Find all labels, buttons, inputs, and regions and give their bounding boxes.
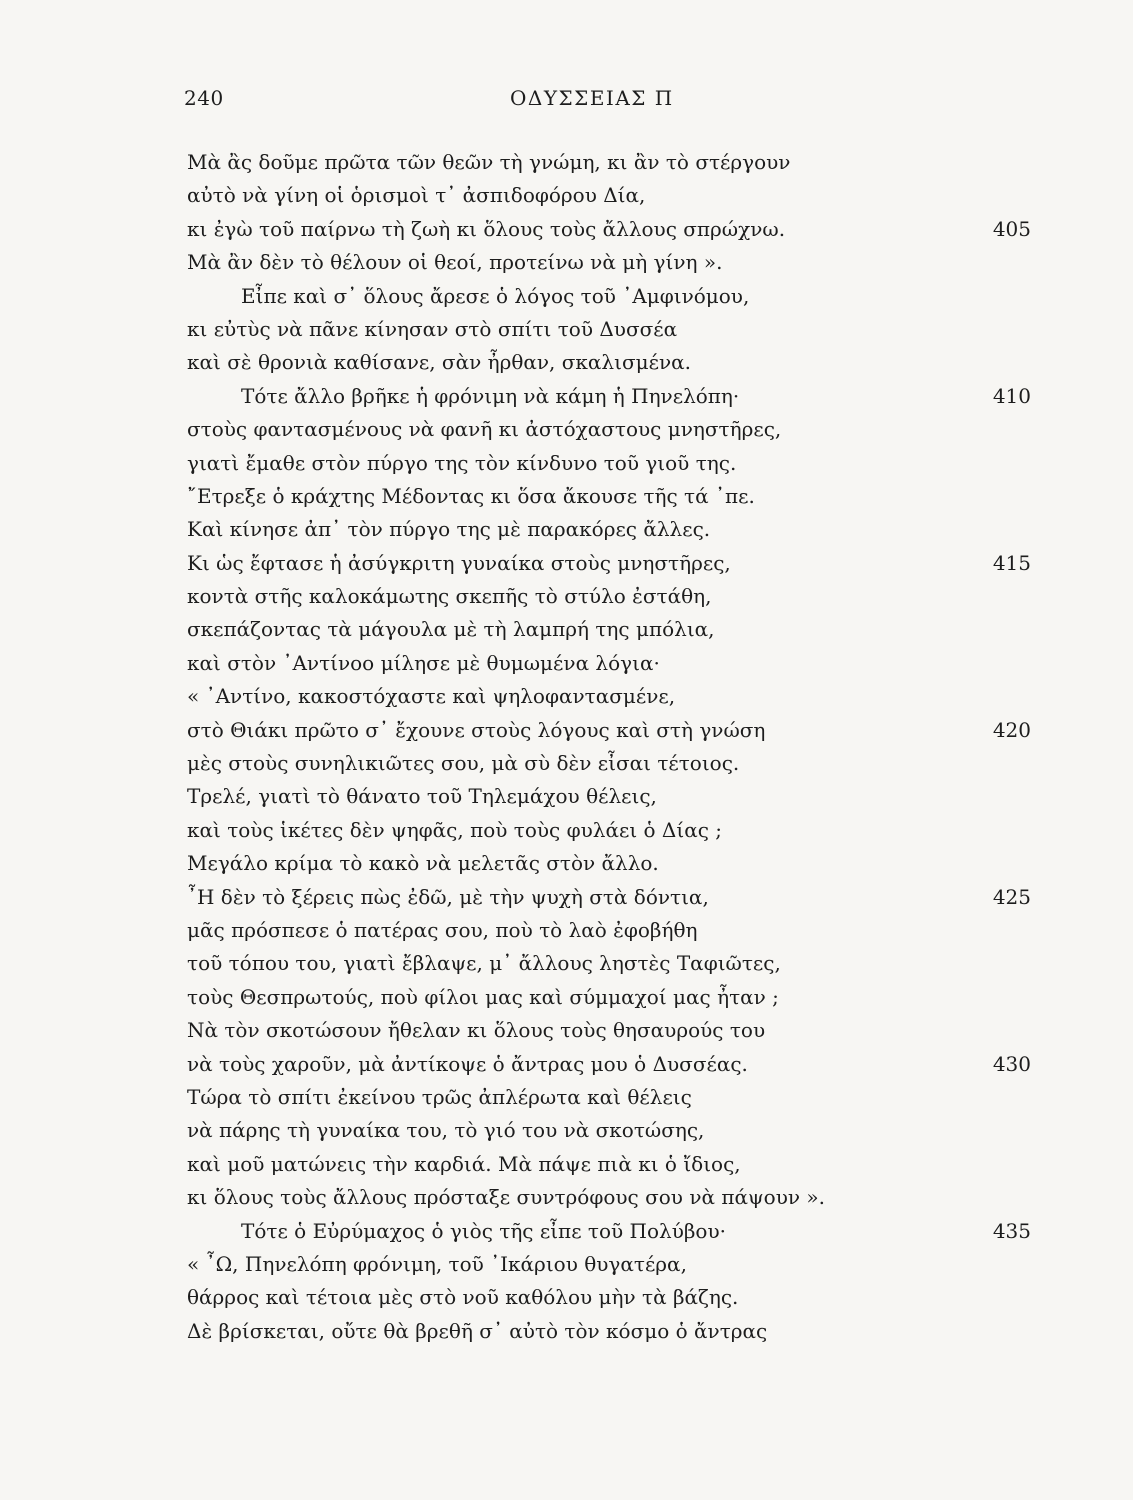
verse-line (187, 380, 1047, 413)
verse-line (187, 547, 1047, 580)
verse-line (187, 1148, 1047, 1181)
verse-text: καὶ τοὺς ἱκέτες δὲν ψηφᾶς, ποὺ τοὺς φυλάει ὁ Δίας ; (187, 817, 723, 842)
verse-text: καὶ μοῦ ματώνεις τὴν καρδιά. Μὰ πάψε πιὰ κι ὁ ἴδιος, (187, 1151, 741, 1176)
verse-line (187, 346, 1047, 379)
verse-text: νὰ τοὺς χαροῦν, μὰ ἀντίκοψε ὁ ἄντρας μου ὁ Δυσσέας. (187, 1051, 748, 1076)
line-number: 420 (992, 717, 1031, 742)
verse-line (187, 1014, 1047, 1047)
line-number: 430 (992, 1051, 1031, 1076)
verse-text: αὐτὸ νὰ γίνη οἱ ὁρισμοὶ τ᾽ ἀσπιδοφόρου Δία, (187, 183, 646, 208)
verse-text: κι ἐγὼ τοῦ παίρνω τὴ ζωὴ κι ὅλους τοὺς ἄλλους σπρώχνω. (187, 216, 786, 241)
verse-line (187, 213, 1047, 246)
verse-line (187, 580, 1047, 613)
verse-text: κοντὰ στῆς καλοκάμωτης σκεπῆς τὸ στύλο ἐστάθη, (187, 584, 712, 609)
line-number: 425 (992, 884, 1031, 909)
verse-text: Μὰ ἂς δοῦμε πρῶτα τῶν θεῶν τὴ γνώμη, κι ἂν τὸ στέργουν (187, 150, 791, 174)
verse-line (187, 914, 1047, 947)
page-number: 240 (184, 86, 224, 110)
verse-text: καὶ στὸν ᾽Αντίνοο μίλησε μὲ θυμωμένα λόγια· (187, 650, 660, 675)
verse-line (187, 981, 1047, 1014)
verse-line (187, 1048, 1047, 1081)
running-title: ΟΔΥΣΣΕΙΑΣ Π (510, 86, 674, 110)
verse-line (187, 847, 1047, 880)
verse-text: « ᾽Αντίνο, κακοστόχαστε καὶ ψηλοφαντασμένε, (187, 684, 676, 709)
verse-line (187, 1114, 1047, 1147)
verse-text: Εἶπε καὶ σ᾽ ὅλους ἄρεσε ὁ λόγος τοῦ ᾽Αμφινόμου, (241, 283, 750, 308)
verse-line (187, 447, 1047, 480)
verse-text: γιατὶ ἔμαθε στὸν πύργο της τὸν κίνδυνο τοῦ γιοῦ της. (187, 450, 737, 475)
verse-line (187, 1215, 1047, 1248)
verse-text: ῏Η δὲν τὸ ξέρεις πὼς ἐδῶ, μὲ τὴν ψυχὴ στὰ δόντια, (187, 884, 709, 909)
verse-text: καὶ σὲ θρονιὰ καθίσανε, σὰν ἦρθαν, σκαλισμένα. (187, 350, 691, 375)
verse-line (187, 179, 1047, 212)
verse-line (187, 680, 1047, 713)
verse-text: μὲς στοὺς συνηλικιῶτες σου, μὰ σὺ δὲν εἶσαι τέτοιος. (187, 751, 740, 776)
verse-text: Τότε ἄλλο βρῆκε ἡ φρόνιμη νὰ κάμη ἡ Πηνελόπη· (241, 383, 740, 408)
verse-text: στὸ Θιάκι πρῶτο σ᾽ ἔχουνε στοὺς λόγους καὶ στὴ γνώση (187, 717, 766, 742)
verse-line (187, 647, 1047, 680)
line-number: 415 (992, 550, 1031, 575)
verse-text: Τότε ὁ Εὐρύμαχος ὁ γιὸς τῆς εἶπε τοῦ Πολύβου· (241, 1218, 726, 1243)
verse-text: Κι ὡς ἔφτασε ἡ ἀσύγκριτη γυναίκα στοὺς μνηστῆρες, (187, 550, 731, 575)
verse-text: σκεπάζοντας τὰ μάγουλα μὲ τὴ λαμπρή της μπόλια, (187, 617, 715, 642)
verse-text: Δὲ βρίσκεται, οὔτε θὰ βρεθῆ σ᾽ αὐτὸ τὸν κόσμο ὁ ἄντρας (187, 1318, 768, 1343)
verse-text: νὰ πάρης τὴ γυναίκα του, τὸ γιό του νὰ σκοτώσης, (187, 1118, 705, 1143)
verse-text: Τώρα τὸ σπίτι ἐκείνου τρῶς ἀπλέρωτα καὶ θέλεις (187, 1084, 692, 1109)
line-number: 410 (992, 383, 1031, 408)
verse-line (187, 1181, 1047, 1214)
verse-text: τοῦ τόπου του, γιατὶ ἔβλαψε, μ᾽ ἄλλους ληστὲς Ταφιῶτες, (187, 951, 781, 976)
verse-text: μᾶς πρόσπεσε ὁ πατέρας σου, ποὺ τὸ λαὸ ἐφοβήθη (187, 917, 698, 942)
verse-text: κι ὅλους τοὺς ἄλλους πρόσταξε συντρόφους σου νὰ πάψουν ». (187, 1185, 825, 1210)
verse-line (187, 280, 1047, 313)
verse-text: Τρελέ, γιατὶ τὸ θάνατο τοῦ Τηλεμάχου θέλεις, (187, 784, 657, 809)
verse-text: Μὰ ἂν δὲν τὸ θέλουν οἱ θεοί, προτείνω νὰ μὴ γίνη ». (187, 250, 723, 275)
verse-line (187, 780, 1047, 813)
verse-line (187, 947, 1047, 980)
verse-line (187, 1315, 1047, 1348)
verse-line (187, 1281, 1047, 1314)
verse-text: κι εὐτὺς νὰ πᾶνε κίνησαν στὸ σπίτι τοῦ Δυσσέα (187, 316, 678, 341)
verse-text: « ῏Ω, Πηνελόπη φρόνιμη, τοῦ ᾽Ικάριου θυγατέρα, (187, 1251, 687, 1276)
verse-text: ῎Ετρεξε ὁ κράχτης Μέδοντας κι ὅσα ἄκουσε τῆς τά ᾽πε. (187, 483, 755, 508)
verse-line (187, 747, 1047, 780)
verse-line (187, 313, 1047, 346)
line-number: 435 (992, 1218, 1031, 1243)
verse-text: Μεγάλο κρίμα τὸ κακὸ νὰ μελετᾶς στὸν ἄλλο. (187, 851, 659, 876)
verse-line (187, 1081, 1047, 1114)
verse-text: Νὰ τὸν σκοτώσουν ἤθελαν κι ὅλους τοὺς θησαυρούς του (187, 1018, 766, 1043)
verse-line (187, 513, 1047, 546)
verse-text: τοὺς Θεσπρωτούς, ποὺ φίλοι μας καὶ σύμμαχοί μας ἦταν ; (187, 984, 779, 1009)
verse-line (187, 881, 1047, 914)
verse-line (187, 714, 1047, 747)
verse-text: θάρρος καὶ τέτοια μὲς στὸ νοῦ καθόλου μὴν τὰ βάζης. (187, 1285, 739, 1310)
line-number: 405 (992, 216, 1031, 241)
verse-line (187, 613, 1047, 646)
verse-line (187, 1248, 1047, 1281)
verse-line (187, 246, 1047, 279)
verse-text: Καὶ κίνησε ἀπ᾽ τὸν πύργο της μὲ παρακόρες ἄλλες. (187, 517, 711, 542)
verse-text: στοὺς φαντασμένους νὰ φανῆ κι ἀστόχαστους μνηστῆρες, (187, 417, 782, 442)
verse-line (187, 480, 1047, 513)
verse-block (187, 146, 1047, 1348)
verse-line (187, 413, 1047, 446)
verse-line (187, 814, 1047, 847)
verse-line (187, 146, 1047, 179)
